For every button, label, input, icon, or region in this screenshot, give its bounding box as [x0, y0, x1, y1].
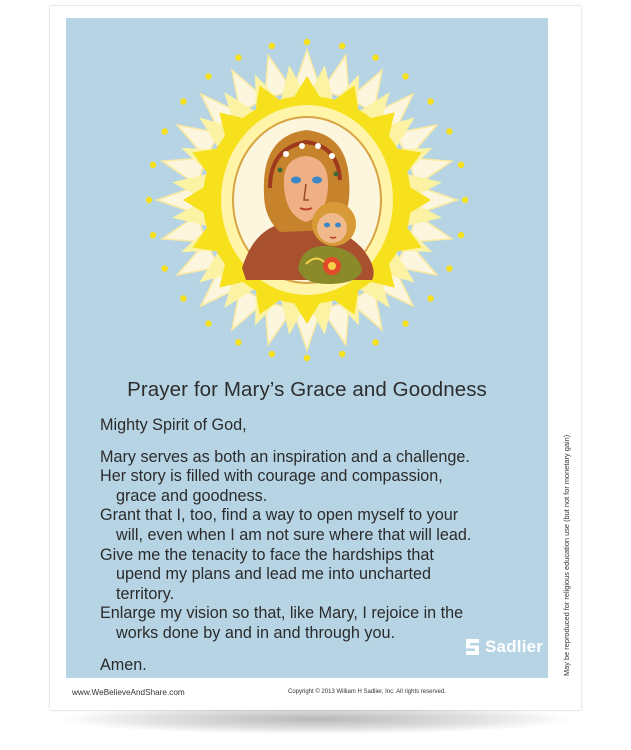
- prayer-amen: Amen.: [100, 655, 147, 674]
- prayer-title: Prayer for Mary’s Grace and Goodness: [127, 378, 487, 401]
- sadlier-s-icon: [464, 636, 481, 658]
- prayer-line: Grant that I, too, find a way to open myself to your: [100, 506, 459, 525]
- prayer-line: Mighty Spirit of God,: [100, 416, 247, 434]
- sadlier-logo: [464, 636, 543, 658]
- madonna-icon: [221, 105, 393, 295]
- sun-madonna-illustration: [66, 18, 548, 368]
- prayer-line: Give me the tenacity to face the hardships that: [100, 545, 434, 564]
- prayer-line: upend my plans and lead me into uncharted: [116, 565, 431, 584]
- footer-website: www.WeBelieveAndShare.com: [72, 688, 185, 697]
- footer-copyright: Copyright © 2013 William H Sadlier, Inc. All rights reserved.: [288, 689, 446, 695]
- prayer-line: will, even when I am not sure where that will lead.: [116, 525, 472, 544]
- logo-text: Sadlier: [485, 637, 544, 656]
- prayer-line: Enlarge my vision so that, like Mary, I rejoice in the: [100, 604, 464, 623]
- reproduction-note: May be reproduced for religious education use (but not for monetary gain): [562, 434, 571, 676]
- prayer-line: Her story is filled with courage and compassion,: [100, 467, 443, 486]
- prayer-line: Mary serves as both an inspiration and a challenge.: [100, 447, 470, 466]
- prayer-line: territory.: [116, 584, 175, 603]
- handout-sheet: [50, 6, 581, 710]
- blue-panel: [66, 18, 548, 678]
- prayer-line: works done by and in and through you.: [116, 623, 395, 642]
- prayer-line: grace and goodness.: [116, 486, 268, 505]
